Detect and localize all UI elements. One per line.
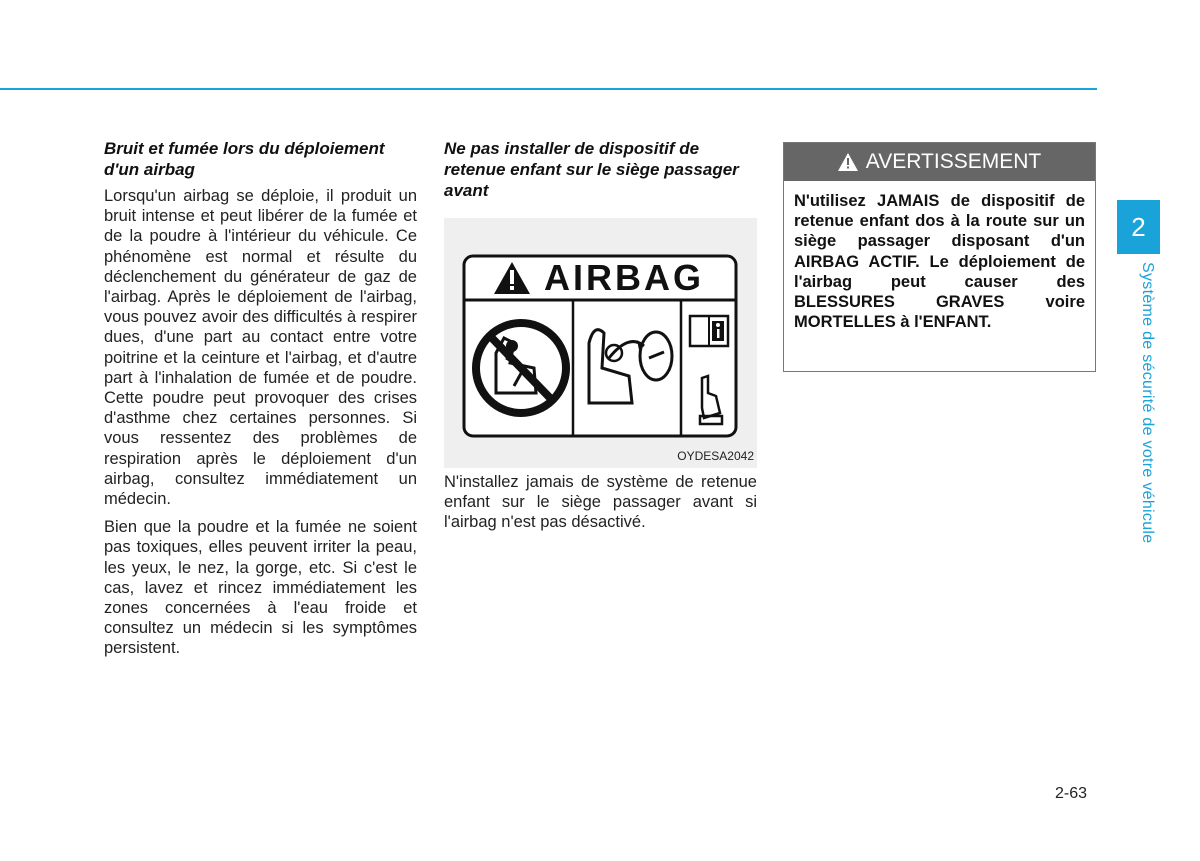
chapter-number: 2: [1131, 211, 1146, 242]
warning-triangle-icon: [838, 153, 858, 171]
section-heading-child-seat: Ne pas installer de dispositif de retenue enfant sur le siège passager avant: [444, 139, 739, 200]
chapter-tab[interactable]: [1117, 200, 1160, 254]
top-rule: [0, 88, 1097, 90]
warning-box: [783, 142, 1096, 372]
column-airbag-noise: [104, 138, 417, 667]
figure-code: OYDESA2042: [677, 449, 754, 463]
figure-caption: N'installez jamais de système de retenue enfant sur le siège passager avant si l'airbag n'est pas désactivé.: [444, 473, 757, 532]
label-airbag-title: AIRBAG: [544, 257, 704, 298]
chapter-title: Système de sécurité de votre véhicule: [1139, 262, 1156, 544]
warning-title: AVERTISSEMENT: [865, 150, 1042, 173]
warning-header: [784, 143, 1095, 181]
section-heading-noise: Bruit et fumée lors du déploiement d'un airbag: [104, 139, 385, 179]
column-child-seat: [444, 138, 757, 532]
paragraph-noise-2: Bien que la poudre et la fumée ne soient pas toxiques, elles peuvent irriter la peau, les yeux, le nez, la gorge, etc. Si c'est le cas, lavez et rincez immédiatement les zones concernées à l'eau froide et consultez un médecin si les symptômes persistent.: [104, 518, 417, 658]
page-number: 2-63: [1055, 785, 1088, 802]
airbag-warning-label: [444, 218, 757, 468]
paragraph-noise-1: Lorsqu'un airbag se déploie, il produit un bruit intense et peut libérer de la fumée et de la poudre à l'intérieur du véhicule. Ce phénomène est normal et résulte du déclenchement du générateur de gaz de l'airbag. Après le déploiement de l'airbag, vous pouvez avoir des difficultés à respirer dues, d'une part au contact entre votre poitrine et la ceinture et l'airbag, et d'autre part à l'inhalation de fumée et de poudre. Cette poudre peut provoquer des crises d'asthme chez certaines personnes. Si vous ressentez des problèmes de respiration après le déploiement d'un airbag, consultez immédiatement un médecin.: [104, 187, 417, 509]
airbag-label-figure: [444, 218, 757, 468]
warning-text: N'utilisez JAMAIS de dispositif de retenue enfant dos à la route sur un siège passager disposant d'un AIRBAG ACTIF. Le déploiement de l'airbag peut causer des BLESSURES GRAVES voire MORTELLES à l'ENFANT.: [794, 192, 1085, 332]
